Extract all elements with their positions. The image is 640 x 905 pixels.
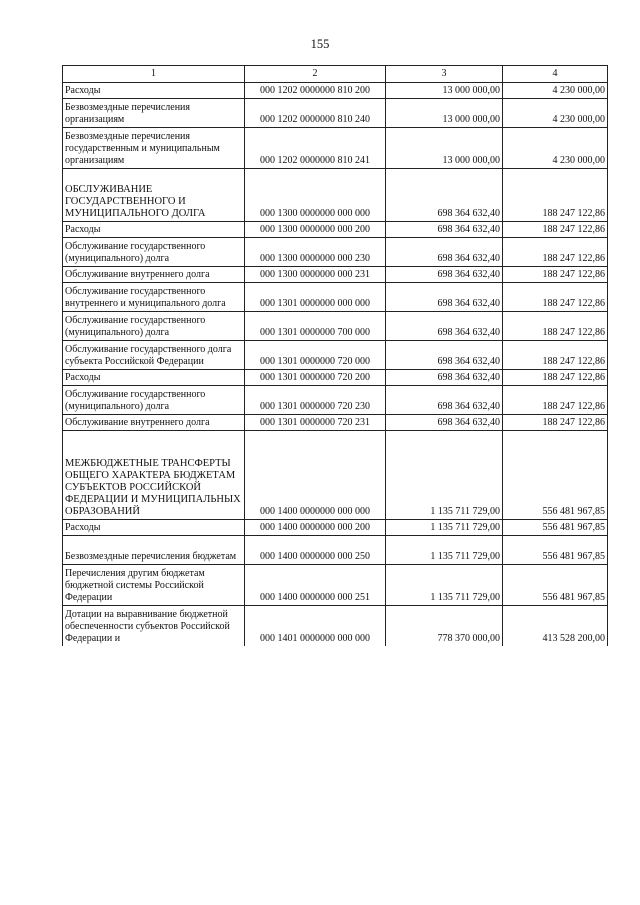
row-plan-value: 698 364 632,40 <box>386 169 503 222</box>
row-plan-value: 1 135 711 729,00 <box>386 565 503 606</box>
row-name: Расходы <box>63 370 245 386</box>
row-name: ОБСЛУЖИВАНИЕ ГОСУДАРСТВЕННОГО И МУНИЦИПАЛЬНОГО ДОЛГА <box>63 169 245 222</box>
row-name: Дотации на выравнивание бюджетной обеспеченности субъектов Российской Федерации и <box>63 606 245 647</box>
table-row <box>63 283 608 312</box>
column-header-1: 1 <box>63 66 245 83</box>
row-name: Обслуживание государственного (муниципального) долга <box>63 312 245 341</box>
row-plan-value: 698 364 632,40 <box>386 238 503 267</box>
row-code: 000 1301 0000000 720 000 <box>245 341 386 370</box>
column-header-3: 3 <box>386 66 503 83</box>
budget-table <box>62 65 608 646</box>
table-row <box>63 169 608 222</box>
row-actual-value: 413 528 200,00 <box>503 606 608 647</box>
row-code: 000 1400 0000000 000 250 <box>245 536 386 565</box>
row-name: Расходы <box>63 520 245 536</box>
row-name: Обслуживание внутреннего долга <box>63 415 245 431</box>
table-row <box>63 370 608 386</box>
row-code: 000 1202 0000000 810 240 <box>245 99 386 128</box>
row-code: 000 1300 0000000 000 000 <box>245 169 386 222</box>
row-name: Расходы <box>63 83 245 99</box>
table-row <box>63 606 608 647</box>
row-actual-value: 188 247 122,86 <box>503 341 608 370</box>
table-row <box>63 238 608 267</box>
row-plan-value: 1 135 711 729,00 <box>386 431 503 520</box>
row-code: 000 1400 0000000 000 000 <box>245 431 386 520</box>
row-code: 000 1301 0000000 720 200 <box>245 370 386 386</box>
page-number: 155 <box>310 37 330 51</box>
row-name: Расходы <box>63 222 245 238</box>
row-actual-value: 188 247 122,86 <box>503 283 608 312</box>
row-name: Перечисления другим бюджетам бюджетной системы Российской Федерации <box>63 565 245 606</box>
row-name: Обслуживание государственного долга субъекта Российской Федерации <box>63 341 245 370</box>
row-name: Обслуживание государственного (муниципального) долга <box>63 238 245 267</box>
row-plan-value: 13 000 000,00 <box>386 128 503 169</box>
table-row <box>63 128 608 169</box>
row-plan-value: 13 000 000,00 <box>386 99 503 128</box>
table-row <box>63 565 608 606</box>
row-name: Обслуживание государственного (муниципального) долга <box>63 386 245 415</box>
row-actual-value: 4 230 000,00 <box>503 83 608 99</box>
table-row <box>63 312 608 341</box>
row-plan-value: 778 370 000,00 <box>386 606 503 647</box>
row-code: 000 1301 0000000 000 000 <box>245 283 386 312</box>
row-plan-value: 698 364 632,40 <box>386 312 503 341</box>
row-actual-value: 556 481 967,85 <box>503 565 608 606</box>
row-actual-value: 188 247 122,86 <box>503 370 608 386</box>
row-plan-value: 698 364 632,40 <box>386 415 503 431</box>
row-code: 000 1202 0000000 810 241 <box>245 128 386 169</box>
row-actual-value: 188 247 122,86 <box>503 169 608 222</box>
table-row <box>63 536 608 565</box>
table-header-row <box>63 66 608 83</box>
column-header-4: 4 <box>503 66 608 83</box>
row-plan-value: 13 000 000,00 <box>386 83 503 99</box>
row-actual-value: 556 481 967,85 <box>503 536 608 565</box>
row-actual-value: 188 247 122,86 <box>503 222 608 238</box>
row-code: 000 1400 0000000 000 200 <box>245 520 386 536</box>
row-name: МЕЖБЮДЖЕТНЫЕ ТРАНСФЕРТЫ ОБЩЕГО ХАРАКТЕРА БЮДЖЕТАМ СУБЪЕКТОВ РОССИЙСКОЙ ФЕДЕРАЦИИ И МУНИЦИПАЛЬНЫХ ОБРАЗОВАНИЙ <box>63 431 245 520</box>
row-code: 000 1300 0000000 000 200 <box>245 222 386 238</box>
row-actual-value: 4 230 000,00 <box>503 128 608 169</box>
row-code: 000 1301 0000000 720 230 <box>245 386 386 415</box>
row-plan-value: 698 364 632,40 <box>386 386 503 415</box>
column-header-2: 2 <box>245 66 386 83</box>
row-name: Обслуживание государственного внутреннего и муниципального долга <box>63 283 245 312</box>
row-code: 000 1202 0000000 810 200 <box>245 83 386 99</box>
table-row <box>63 520 608 536</box>
row-name: Обслуживание внутреннего долга <box>63 267 245 283</box>
row-actual-value: 4 230 000,00 <box>503 99 608 128</box>
row-plan-value: 698 364 632,40 <box>386 283 503 312</box>
table-row <box>63 341 608 370</box>
row-actual-value: 188 247 122,86 <box>503 415 608 431</box>
row-plan-value: 1 135 711 729,00 <box>386 520 503 536</box>
row-plan-value: 698 364 632,40 <box>386 267 503 283</box>
row-code: 000 1301 0000000 720 231 <box>245 415 386 431</box>
row-actual-value: 188 247 122,86 <box>503 312 608 341</box>
row-code: 000 1400 0000000 000 251 <box>245 565 386 606</box>
row-actual-value: 556 481 967,85 <box>503 431 608 520</box>
row-plan-value: 698 364 632,40 <box>386 222 503 238</box>
row-plan-value: 1 135 711 729,00 <box>386 536 503 565</box>
row-actual-value: 188 247 122,86 <box>503 386 608 415</box>
row-name: Безвозмездные перечисления организациям <box>63 99 245 128</box>
table-row <box>63 83 608 99</box>
row-actual-value: 188 247 122,86 <box>503 238 608 267</box>
table-row <box>63 222 608 238</box>
row-code: 000 1300 0000000 000 231 <box>245 267 386 283</box>
row-actual-value: 556 481 967,85 <box>503 520 608 536</box>
table-row <box>63 431 608 520</box>
row-code: 000 1300 0000000 000 230 <box>245 238 386 267</box>
row-plan-value: 698 364 632,40 <box>386 370 503 386</box>
row-name: Безвозмездные перечисления бюджетам <box>63 536 245 565</box>
row-code: 000 1301 0000000 700 000 <box>245 312 386 341</box>
row-code: 000 1401 0000000 000 000 <box>245 606 386 647</box>
table-row <box>63 415 608 431</box>
row-name: Безвозмездные перечисления государственным и муниципальным организациям <box>63 128 245 169</box>
table-row <box>63 99 608 128</box>
row-actual-value: 188 247 122,86 <box>503 267 608 283</box>
row-plan-value: 698 364 632,40 <box>386 341 503 370</box>
table-row <box>63 386 608 415</box>
table-row <box>63 267 608 283</box>
